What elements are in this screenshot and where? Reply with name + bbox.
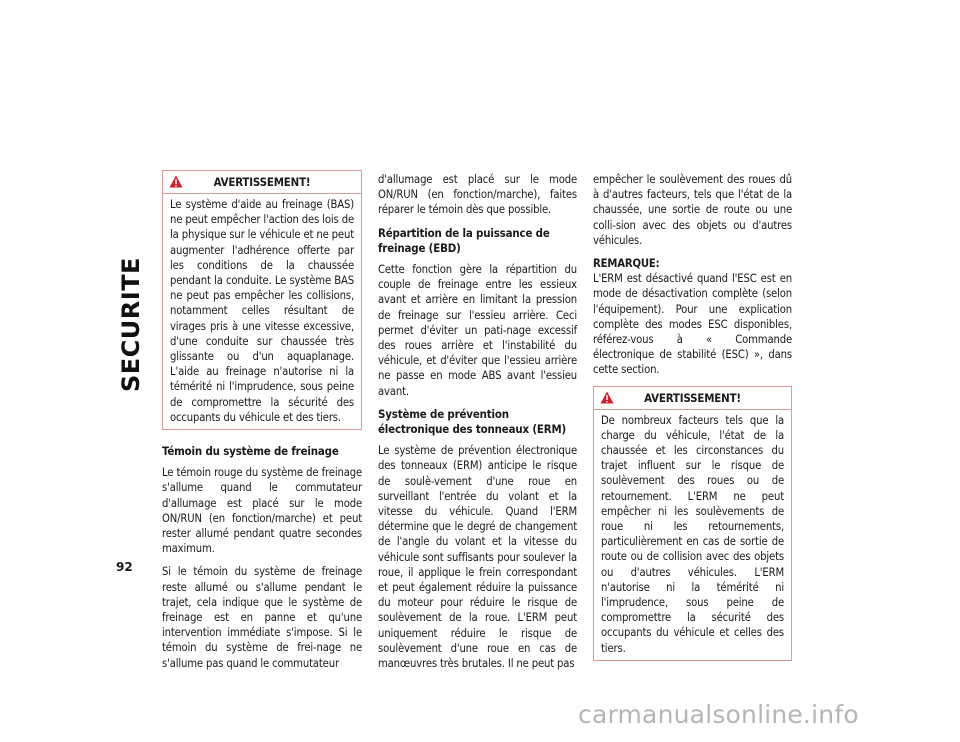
warning-text: Le système d'aide au freinage (BAS) ne peut empêcher l'action des lois de la physique sur le véhicule et ne peut augmenter l'adhérence offerte par les conditions de la chaussée pendant la conduite. Le système BAS ne peut pas empêcher les collisions, notamment celles résultant de virages pris à une vitesse excessive, d'une conduite sur chaussée très glissante ou d'un aquaplanage. L'aide au freinage n'autorise ni la témérité ni l'imprudence, sous peine de compromettre la sécurité des occupants du véhicule et des tiers.	[170, 198, 354, 424]
warning-header	[594, 387, 791, 410]
paragraph: Cette fonction gère la répartition du couple de freinage entre les essieux avant et arrière en limitant la pression de freinage sur l'essieu arrière. Ceci permet d'éviter un pati-nage excessif des roues arrière et l'instabilité du véhicule, et d'éviter que l'essieu arrière ne passe en mode ABS avant l'essieu avant.	[378, 263, 577, 398]
paragraph: d'allumage est placé sur le mode ON/RUN (en fonction/marche), faites réparer le témoin dès que possible.	[378, 173, 577, 217]
remarque-label: REMARQUE:	[593, 257, 660, 271]
warning-title: AVERTISSEMENT!	[213, 175, 311, 189]
heading-ebd: Répartition de la puissance de freinage (EBD)	[378, 225, 550, 255]
column-3	[593, 172, 792, 661]
warning-header	[163, 171, 361, 194]
warning-box-erm	[593, 386, 792, 661]
warning-title: AVERTISSEMENT!	[644, 390, 741, 405]
column-1	[162, 170, 362, 679]
paragraph: Si le témoin du système de freinage reste allumé ou s'allume pendant le trajet, cela indique que le système de freinage est en panne et qu'une intervention immédiate s'impose. Si le témoin du système de frei-nage ne s'allume pas quand le commutateur	[162, 565, 362, 670]
paragraph: Le témoin rouge du système de freinage s'allume quand le commutateur d'allumage est placé sur le mode ON/RUN (en fonction/marche) et peut rester allumé pendant quatre secondes maximum.	[162, 466, 362, 556]
warning-triangle-icon	[600, 391, 614, 404]
remarque-text: L'ERM est désactivé quand l'ESC est en mode de désactivation complète (selon l'équipement). Pour une explication complète des modes ESC disponibles, référez-vous à « Commande électronique de stabilité (ESC) », dans cette section.	[593, 272, 792, 377]
warning-text: De nombreux facteurs tels que la charge du véhicule, l'état de la chaussée et les circonstances du trajet influent sur le risque de soulèvement des roues ou de retournement. L'ERM ne peut empêcher ni les soulèvements de roue ni les retournements, particulièrement en cas de sortie de route ou de collision avec des objets ou d'autres véhicules. L'ERM n'autorise ni la témérité ni l'imprudence, sous peine de compromettre la sécurité des occupants du véhicule et celles des tiers.	[601, 413, 784, 655]
watermark: carmanualsonline.info	[578, 700, 859, 729]
paragraph: empêcher le soulèvement des roues dû à d'autres facteurs, tels que l'état de la chaussée, une sortie de route ou une colli-sion avec des objets ou d'autres véhicules.	[593, 173, 792, 247]
heading-brake-warning-light: Témoin du système de freinage	[162, 444, 339, 459]
section-title-text: SECURITE	[117, 257, 145, 392]
paragraph: Le système de prévention électronique des tonneaux (ERM) anticipe le risque de soulè-vement d'une roue en surveillant l'entrée du volant et la vitesse du véhicule. Quand l'ERM détermine que le degré de changement de l'angle du volant et la vitesse du véhicule sont suffisants pour soulever la roue, il applique le frein correspondant et peut également réduire la puissance du moteur pour réduire le risque de soulèvement de la roue. L'ERM peut uniquement réduire le risque de soulèvement d'une roue en cas de manœuvres très brutales. Il ne peut pas	[378, 444, 577, 671]
column-2	[378, 172, 577, 679]
warning-triangle-icon	[169, 175, 183, 188]
page-number: 92	[116, 560, 133, 574]
heading-erm: Système de prévention électronique des tonneaux (ERM)	[378, 406, 567, 437]
section-title	[113, 172, 153, 392]
warning-box-bas	[162, 170, 362, 430]
